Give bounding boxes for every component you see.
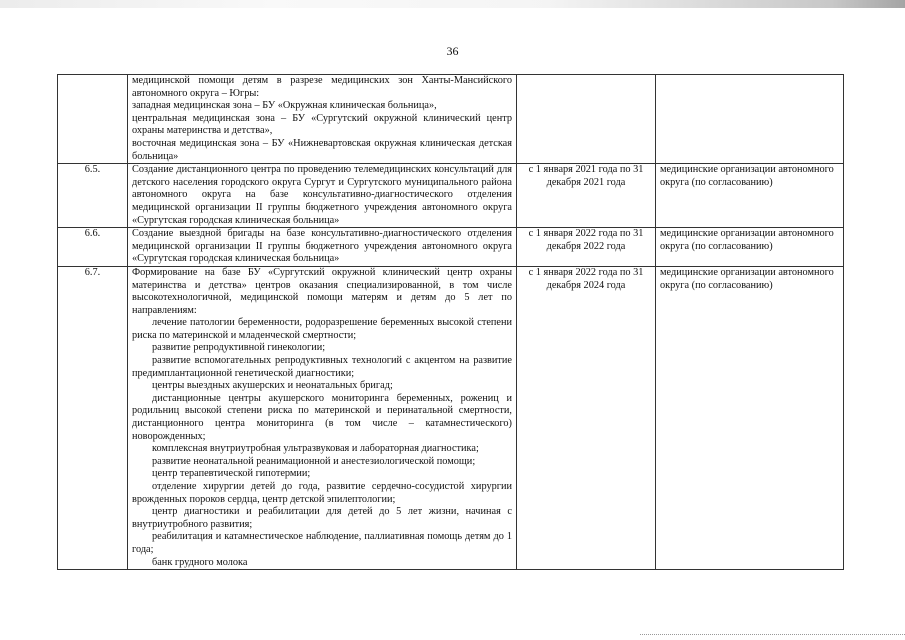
description-paragraph: западная медицинская зона – БУ «Окружная клиническая больница», bbox=[132, 100, 437, 112]
row-period: с 1 января 2022 года по 31 декабря 2022 года bbox=[517, 228, 656, 267]
description-paragraph: Формирование на базе БУ «Сургутский окружной клинический центр охраны материнства и детства» центров оказания специализированной, в том числе высокотехнологичной, медицинской помощи матерям и детям до 5 лет по направлениям: bbox=[132, 266, 512, 316]
description-paragraph: центр терапевтической гипотермии; bbox=[152, 468, 311, 480]
row-number: 6.7. bbox=[58, 266, 128, 569]
description-paragraph: развитие репродуктивной гинекологии; bbox=[152, 342, 326, 354]
row-period: с 1 января 2021 года по 31 декабря 2021 года bbox=[517, 164, 656, 228]
table-row bbox=[58, 164, 844, 228]
scan-edge-bottom bbox=[640, 634, 905, 637]
description-paragraph: восточная медицинская зона – БУ «Нижневартовская окружная клиническая детская больница» bbox=[132, 137, 512, 162]
description-paragraph: банк грудного молока bbox=[152, 556, 248, 568]
description-paragraph: реабилитация и катамнестическое наблюдение, паллиативная помощь детям до 1 года; bbox=[132, 531, 512, 555]
description-paragraph: Создание выездной бригады на базе консультативно-диагностического отделения медицинской организации II группы бюджетного учреждения автономного округа «Сургутская городская клиническая больница» bbox=[132, 228, 512, 265]
table-row bbox=[58, 228, 844, 267]
row-executor bbox=[656, 75, 844, 164]
description-paragraph: развитие неонатальной реанимационной и анестезиологической помощи; bbox=[152, 455, 476, 467]
row-description bbox=[128, 164, 517, 228]
description-paragraph: дистанционные центры акушерского мониторинга беременных, рожениц и родильниц высокой степени риска по материнской и перинатальной смертности, дистанционного центра мониторинга (в том числе – катамнестического) новорожденных; bbox=[132, 392, 512, 442]
description-paragraph: лечение патологии беременности, родоразрешение беременных высокой степени риска по материнской и младенческой смертности; bbox=[132, 317, 512, 341]
row-number: 6.6. bbox=[58, 228, 128, 267]
row-number: 6.5. bbox=[58, 164, 128, 228]
description-paragraph: Создание дистанционного центра по проведению телемедицинских консультаций для детского населения городского округа Сургут и Сургутского муниципального района автономного округа на базе консультативно-диагностического отделения медицинской организации II группы бюджетного учреждения автономного округа «Сургутская городская клиническая больница» bbox=[132, 164, 512, 226]
row-description bbox=[128, 266, 517, 569]
page-number: 36 bbox=[446, 44, 459, 58]
measures-table bbox=[57, 74, 844, 570]
row-number bbox=[58, 75, 128, 164]
row-description bbox=[128, 228, 517, 267]
table-row bbox=[58, 266, 844, 569]
row-period bbox=[517, 75, 656, 164]
row-period: с 1 января 2022 года по 31 декабря 2024 года bbox=[517, 266, 656, 569]
description-paragraph: отделение хирургии детей до года, развитие сердечно-сосудистой хирургии врожденных пороков сердца, центр детской эпилептологии; bbox=[132, 481, 512, 505]
scan-edge-top bbox=[0, 0, 905, 8]
row-executor: медицинские организации автономного округа (по согласованию) bbox=[656, 164, 844, 228]
description-paragraph: развитие вспомогательных репродуктивных технологий с акцентом на развитие предимплантационной генетической диагностики; bbox=[132, 355, 512, 379]
description-paragraph: медицинской помощи детям в разрезе медицинских зон Ханты-Мансийского автономного округа – Югры: bbox=[132, 75, 512, 99]
description-paragraph: центры выездных акушерских и неонатальных бригад; bbox=[152, 380, 393, 392]
row-executor: медицинские организации автономного округа (по согласованию) bbox=[656, 266, 844, 569]
description-paragraph: центральная медицинская зона – БУ «Сургутский окружной клинический центр охраны материнства и детства», bbox=[132, 112, 512, 137]
description-paragraph: центр диагностики и реабилитации для детей до 5 лет жизни, начиная с внутриутробного развития; bbox=[132, 506, 512, 530]
row-executor: медицинские организации автономного округа (по согласованию) bbox=[656, 228, 844, 267]
table-row bbox=[58, 75, 844, 164]
description-paragraph: комплексная внутриутробная ультразвуковая и лабораторная диагностика; bbox=[152, 443, 479, 455]
row-description bbox=[128, 75, 517, 164]
